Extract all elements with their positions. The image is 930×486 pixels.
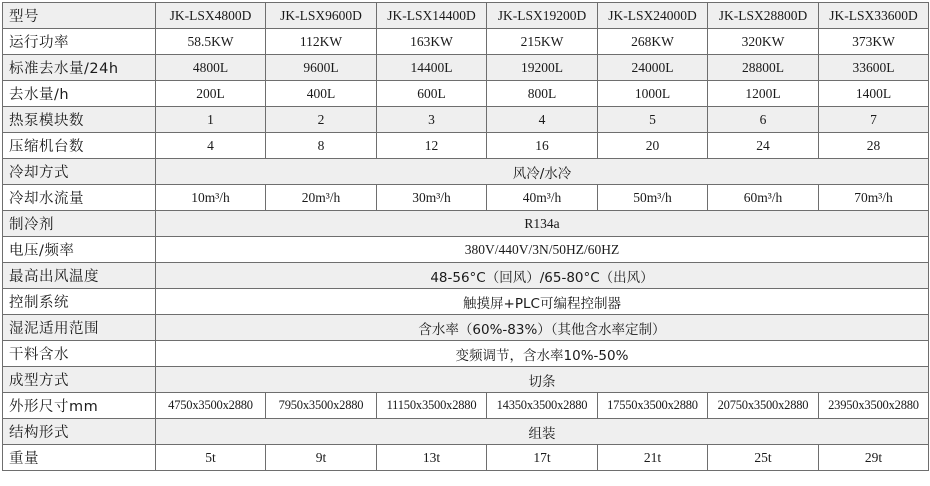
row-label: 热泵模块数 (3, 107, 156, 133)
table-cell: 7 (819, 107, 929, 133)
table-cell: 24 (708, 133, 819, 159)
table-row (3, 107, 929, 133)
row-label: 结构形式 (3, 419, 156, 445)
row-label: 最高出风温度 (3, 263, 156, 289)
table-cell: 30m³/h (377, 185, 487, 211)
table-cell: 28 (819, 133, 929, 159)
row-label: 干料含水 (3, 341, 156, 367)
table-cell: 9t (266, 445, 377, 471)
table-cell: 5 (598, 107, 708, 133)
table-cell: 7950x3500x2880 (266, 393, 377, 419)
table-cell: 25t (708, 445, 819, 471)
merged-cell: 48-56°C（回风）/65-80°C（出风） (156, 263, 929, 289)
table-header-row (3, 3, 929, 29)
table-row (3, 445, 929, 471)
table-cell: 58.5KW (156, 29, 266, 55)
merged-cell: 含水率（60%-83%）（其他含水率定制） (156, 315, 929, 341)
table-cell: 28800L (708, 55, 819, 81)
table-row (3, 419, 929, 445)
header-label: 型号 (3, 3, 156, 29)
table-cell: 20 (598, 133, 708, 159)
table-row (3, 263, 929, 289)
row-label: 压缩机台数 (3, 133, 156, 159)
table-cell: 2 (266, 107, 377, 133)
merged-cell: R134a (156, 211, 929, 237)
row-label: 重量 (3, 445, 156, 471)
spec-table (2, 2, 929, 471)
table-cell: 14400L (377, 55, 487, 81)
table-cell: 268KW (598, 29, 708, 55)
table-cell: 11150x3500x2880 (377, 393, 487, 419)
table-cell: 16 (487, 133, 598, 159)
table-row (3, 315, 929, 341)
table-cell: 13t (377, 445, 487, 471)
model-name: JK-LSX28800D (708, 3, 819, 29)
model-name: JK-LSX4800D (156, 3, 266, 29)
table-cell: 3 (377, 107, 487, 133)
table-cell: 1400L (819, 81, 929, 107)
table-row (3, 393, 929, 419)
table-cell: 1000L (598, 81, 708, 107)
row-label: 电压/频率 (3, 237, 156, 263)
table-cell: 19200L (487, 55, 598, 81)
table-cell: 20750x3500x2880 (708, 393, 819, 419)
table-row (3, 81, 929, 107)
row-label: 冷却水流量 (3, 185, 156, 211)
table-cell: 373KW (819, 29, 929, 55)
table-cell: 8 (266, 133, 377, 159)
model-name: JK-LSX33600D (819, 3, 929, 29)
table-cell: 70m³/h (819, 185, 929, 211)
row-label: 外形尺寸mm (3, 393, 156, 419)
table-cell: 4800L (156, 55, 266, 81)
model-name: JK-LSX14400D (377, 3, 487, 29)
table-cell: 400L (266, 81, 377, 107)
table-cell: 215KW (487, 29, 598, 55)
row-label: 冷却方式 (3, 159, 156, 185)
table-cell: 4 (156, 133, 266, 159)
table-row (3, 211, 929, 237)
table-row (3, 55, 929, 81)
table-cell: 600L (377, 81, 487, 107)
table-cell: 10m³/h (156, 185, 266, 211)
table-cell: 9600L (266, 55, 377, 81)
table-cell: 800L (487, 81, 598, 107)
model-name: JK-LSX19200D (487, 3, 598, 29)
model-name: JK-LSX24000D (598, 3, 708, 29)
row-label: 控制系统 (3, 289, 156, 315)
table-cell: 21t (598, 445, 708, 471)
merged-cell: 切条 (156, 367, 929, 393)
table-cell: 33600L (819, 55, 929, 81)
table-cell: 12 (377, 133, 487, 159)
table-cell: 17550x3500x2880 (598, 393, 708, 419)
merged-cell: 380V/440V/3N/50HZ/60HZ (156, 237, 929, 263)
table-cell: 6 (708, 107, 819, 133)
merged-cell: 风冷/水冷 (156, 159, 929, 185)
merged-cell: 触摸屏+PLC可编程控制器 (156, 289, 929, 315)
model-name: JK-LSX9600D (266, 3, 377, 29)
row-label: 去水量/h (3, 81, 156, 107)
table-row (3, 185, 929, 211)
table-row (3, 133, 929, 159)
merged-cell: 变频调节，含水率10%-50% (156, 341, 929, 367)
table-cell: 17t (487, 445, 598, 471)
table-cell: 23950x3500x2880 (819, 393, 929, 419)
row-label: 标准去水量/24h (3, 55, 156, 81)
row-label: 湿泥适用范围 (3, 315, 156, 341)
row-label: 制冷剂 (3, 211, 156, 237)
table-row (3, 367, 929, 393)
merged-cell: 组装 (156, 419, 929, 445)
row-label: 成型方式 (3, 367, 156, 393)
table-cell: 320KW (708, 29, 819, 55)
table-cell: 24000L (598, 55, 708, 81)
table-cell: 60m³/h (708, 185, 819, 211)
table-cell: 1 (156, 107, 266, 133)
table-cell: 29t (819, 445, 929, 471)
table-row (3, 289, 929, 315)
table-row (3, 341, 929, 367)
table-row (3, 29, 929, 55)
row-label: 运行功率 (3, 29, 156, 55)
table-row (3, 237, 929, 263)
table-cell: 4750x3500x2880 (156, 393, 266, 419)
table-row (3, 159, 929, 185)
table-cell: 20m³/h (266, 185, 377, 211)
table-cell: 40m³/h (487, 185, 598, 211)
table-cell: 50m³/h (598, 185, 708, 211)
table-cell: 1200L (708, 81, 819, 107)
table-cell: 14350x3500x2880 (487, 393, 598, 419)
table-cell: 163KW (377, 29, 487, 55)
table-cell: 5t (156, 445, 266, 471)
table-cell: 200L (156, 81, 266, 107)
table-cell: 4 (487, 107, 598, 133)
table-cell: 112KW (266, 29, 377, 55)
